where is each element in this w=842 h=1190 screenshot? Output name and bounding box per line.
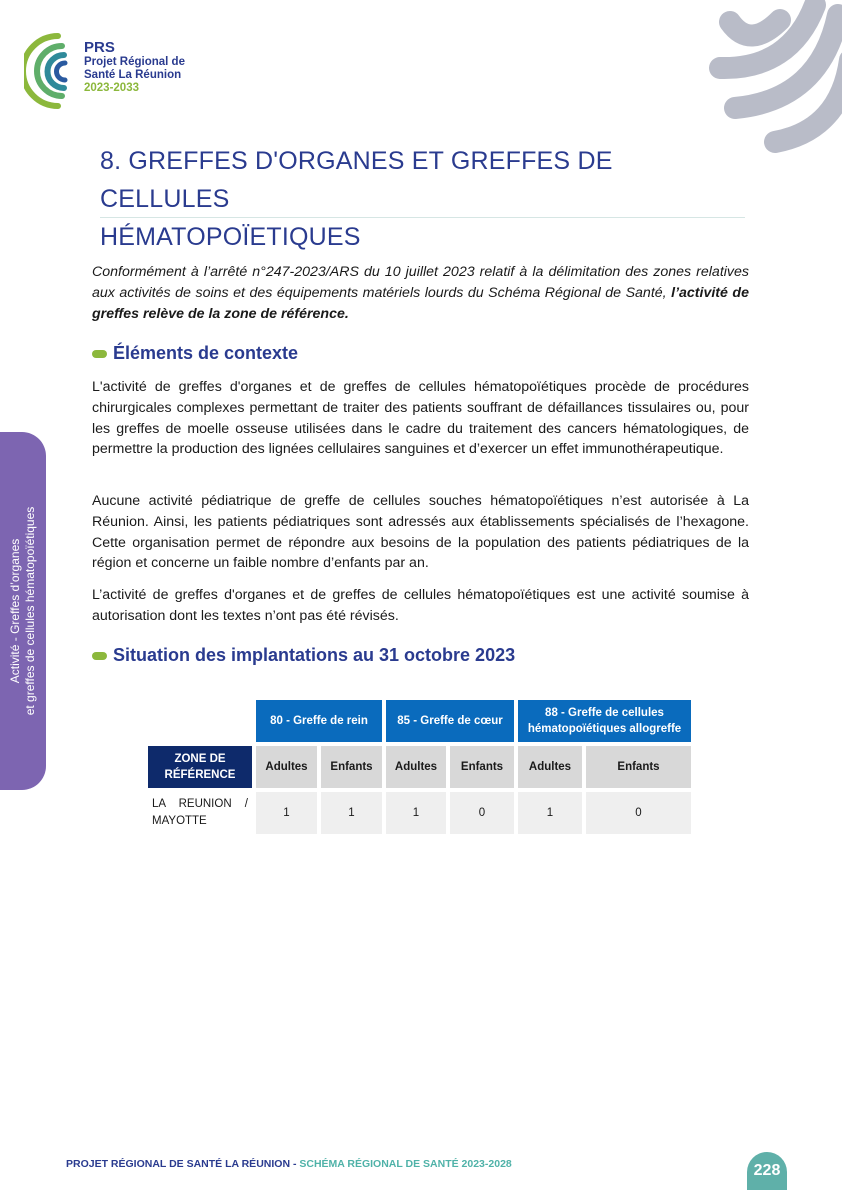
value-cell: 1	[386, 792, 446, 834]
zone-cell: LA REUNION / MAYOTTE	[152, 798, 248, 827]
value-cell: 1	[518, 792, 582, 834]
context-paragraph-2: Aucune activité pédiatrique de greffe de cellules souches hématopoïétiques n’est autorisée à La Réunion. Ainsi, les patients pédiatriques sont adressés aux établissements spécialisés de l’hexagone. Cette organisation permet de répondre aux besoins de la population des patients pédiatriques de la région et concerne un faible nombre d’enfants par an.	[92, 493, 749, 572]
side-chapter-line-2: et greffes de cellules hématopoïétiques	[23, 506, 37, 716]
page-number-badge: 228	[747, 1152, 787, 1190]
sub-header-enfants: Enfants	[450, 746, 514, 788]
sub-header-enfants: Enfants	[321, 746, 382, 788]
sub-header-adultes: Adultes	[386, 746, 446, 788]
value-cell: 0	[450, 792, 514, 834]
sub-header-enfants: Enfants	[586, 746, 691, 788]
page-title	[100, 142, 745, 256]
bullet-icon	[92, 652, 107, 660]
logo-line-2: Santé La Réunion	[84, 69, 182, 81]
logo-line-1: Projet Régional de	[84, 56, 185, 68]
section-heading-context	[92, 343, 298, 364]
context-paragraph-3: L’activité de greffes d'organes et de greffes de cellules hématopoïétiques est une activité soumise à autorisation dont les textes n’ont pas été révisés.	[92, 587, 749, 624]
prs-logo	[24, 30, 204, 112]
logo-text	[84, 40, 185, 95]
intro-paragraph	[92, 262, 749, 324]
page-title-line-2: HÉMATOPOÏETIQUES	[100, 223, 361, 251]
value-cell: 0	[586, 792, 691, 834]
intro-part-3: l’activité de greffes relève de la zone de référence.	[92, 284, 749, 322]
table-group-header-row	[148, 700, 691, 742]
value-cell: 1	[321, 792, 382, 834]
page-title-line-1: 8. GREFFES D'ORGANES ET GREFFES DE CELLULES	[100, 147, 613, 213]
section-heading-text: Situation des implantations au 31 octobre 2023	[113, 645, 516, 665]
side-chapter-line-1: Activité - Greffes d’organes	[8, 538, 22, 684]
group-header-coeur: 85 - Greffe de cœur	[386, 700, 514, 742]
footer-project-label: PROJET RÉGIONAL DE SANTÉ LA RÉUNION -	[66, 1158, 300, 1170]
page-footer	[66, 1158, 512, 1170]
sub-header-adultes: Adultes	[518, 746, 582, 788]
zone-header: ZONE DE RÉFÉRENCE	[148, 746, 252, 788]
section-heading-text: Éléments de contexte	[113, 343, 299, 363]
table-sub-header-row	[148, 746, 691, 788]
section-heading-implantations	[92, 645, 515, 666]
logo-arcs-icon	[24, 30, 84, 112]
title-divider	[100, 217, 745, 218]
empty-cell	[148, 700, 252, 742]
footer-schema-label: SCHÉMA RÉGIONAL DE SANTÉ 2023-2028	[299, 1158, 512, 1170]
intro-part-1: Conformément à l’arrêté n°247-2023/ARS du 10 juillet 2023 relatif à	[92, 264, 533, 280]
group-header-cellules: 88 - Greffe de cellules hématopoïétiques allogreffe	[518, 700, 691, 742]
logo-acronym: PRS	[84, 39, 115, 56]
intro-part-2: la délimitation des zones relatives aux activités de soins et des équipements matériels lourds du Schéma Régional de Santé,	[92, 264, 749, 301]
context-paragraph-1: L'activité de greffes d'organes et de greffes de cellules hématopoïétiques procède de procédures chirurgicales complexes permettant de traiter des patients souffrant de défaillances tissulaires ou, pour les greffes de moelle osseuse utilisées dans le cadre du traitement des cancers hématologiques, de permettre la production des lignées cellulaires sanguines et d’exercer un effet immunothérapeutique.	[92, 379, 749, 458]
table-row	[148, 792, 691, 834]
group-header-rein: 80 - Greffe de rein	[256, 700, 382, 742]
side-chapter-label	[8, 507, 38, 716]
sub-header-adultes: Adultes	[256, 746, 317, 788]
decorative-arcs-icon	[690, 0, 842, 160]
value-cell: 1	[256, 792, 317, 834]
logo-years: 2023-2033	[84, 82, 139, 94]
implantations-table	[144, 696, 695, 838]
bullet-icon	[92, 350, 107, 358]
